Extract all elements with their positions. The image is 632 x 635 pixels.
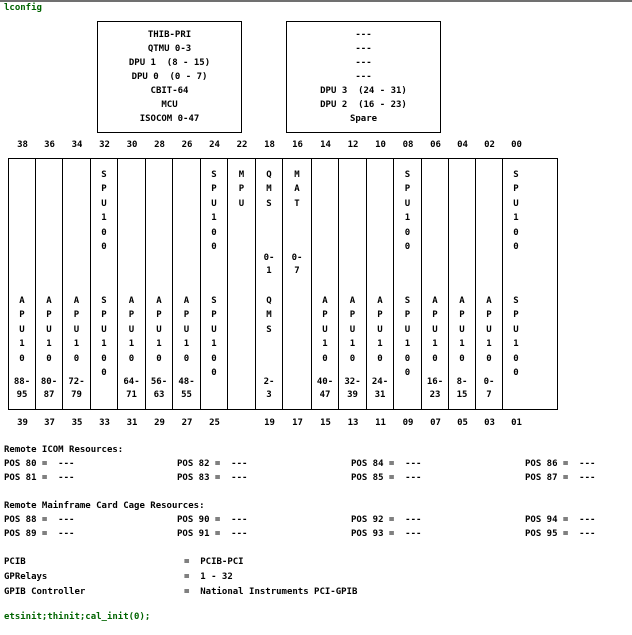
bottom-slot-label: 03: [484, 418, 495, 428]
card-slot-34[interactable]: [63, 159, 91, 409]
slot-lower-label: A P U 1 0: [19, 296, 25, 364]
remote-mainframe-entry: POS 92 = ---: [351, 515, 422, 525]
top-left-box-line: DPU 1 (8 - 15): [128, 58, 211, 68]
slot-upper-label: Q M S: [266, 170, 272, 209]
top-right-box-line: ---: [355, 72, 372, 82]
bottom-slot-label: 01: [511, 418, 522, 428]
bottom-slot-label: 29: [154, 418, 165, 428]
top-slot-label: 16: [292, 140, 303, 150]
slot-range: 0- 7: [483, 377, 495, 400]
slot-range: 72- 79: [68, 377, 85, 400]
card-slot-38[interactable]: [9, 159, 36, 409]
top-right-box-line: ---: [355, 44, 372, 54]
card-slot-18[interactable]: [256, 159, 283, 409]
top-slot-label: 36: [44, 140, 55, 150]
remote-mainframe-entry: POS 88 = ---: [4, 515, 75, 525]
config-value: = 1 - 32: [184, 572, 233, 582]
slot-lower-label: A P U 1 0: [486, 296, 492, 364]
top-left-box-line: MCU: [161, 100, 178, 110]
slot-lower-label: A P U 1 0: [459, 296, 465, 364]
top-right-box-line: DPU 3 (24 - 31): [320, 86, 407, 96]
window-top-border: [0, 0, 632, 2]
slot-lower-label: A P U 1 0: [432, 296, 438, 364]
slot-lower-label: A P U 1 0: [349, 296, 356, 364]
card-slot-28[interactable]: [146, 159, 173, 409]
slot-lower-label: Q M S: [266, 296, 272, 335]
slot-mid-range: 0- 1: [263, 253, 275, 276]
slot-upper-label: M P U: [238, 170, 245, 209]
card-slot-02[interactable]: [476, 159, 503, 409]
remote-icom-entry: POS 84 = ---: [351, 459, 422, 469]
remote-icom-entry: POS 82 = ---: [177, 459, 248, 469]
card-slot-30[interactable]: [118, 159, 146, 409]
slot-lower-label: A P U 1 0: [73, 296, 80, 364]
remote-icom-entry: POS 83 = ---: [177, 473, 248, 483]
slot-lower-label: A P U 1 0: [156, 296, 162, 364]
card-slot-36[interactable]: [36, 159, 63, 409]
slot-lower-label: S P U 1 0 0: [101, 296, 107, 379]
card-slot-06[interactable]: [422, 159, 449, 409]
slot-lower-label: A P U 1 0: [377, 296, 383, 364]
top-slot-label: 14: [320, 140, 331, 150]
card-cage-rack: [8, 158, 558, 410]
top-right-box-line: ---: [355, 30, 372, 40]
card-slot-08[interactable]: [394, 159, 422, 409]
bottom-slot-label: 39: [17, 418, 28, 428]
remote-icom-entry: POS 80 = ---: [4, 459, 75, 469]
top-slot-label: 06: [430, 140, 441, 150]
card-slot-26[interactable]: [173, 159, 201, 409]
config-key: GPRelays: [4, 572, 48, 582]
bottom-slot-label: 07: [430, 418, 441, 428]
bottom-slot-label: 15: [320, 418, 331, 428]
top-slot-label: 28: [154, 140, 165, 150]
slot-range: 56- 63: [150, 377, 168, 400]
slot-range: 48- 55: [178, 377, 195, 400]
card-slot-16[interactable]: [283, 159, 312, 409]
bottom-slot-label: 11: [375, 418, 386, 428]
bottom-slot-label: 27: [181, 418, 193, 428]
bottom-slot-label: 09: [402, 418, 414, 428]
top-slot-label: 00: [511, 140, 522, 150]
slot-lower-label: S P U 1 0 0: [404, 296, 411, 379]
bottom-slot-label: 13: [347, 418, 359, 428]
slot-lower-label: A P U 1 0: [183, 296, 190, 364]
top-slot-label: 22: [236, 140, 248, 150]
config-value: = National Instruments PCI-GPIB: [184, 587, 358, 597]
remote-mainframe-entry: POS 89 = ---: [4, 529, 75, 539]
card-slot-04[interactable]: [449, 159, 476, 409]
top-slot-label: 34: [71, 140, 83, 150]
card-slot-32[interactable]: [91, 159, 118, 409]
top-right-box-line: ---: [355, 58, 372, 68]
slot-range: 24- 31: [371, 377, 389, 400]
top-left-box-line: ISOCOM 0-47: [139, 114, 200, 124]
top-slot-label: 02: [484, 140, 495, 150]
slot-upper-label: S P U 1 0 0: [404, 170, 411, 253]
remote-icom-entry: POS 86 = ---: [525, 459, 596, 469]
bottom-slot-label: 05: [457, 418, 468, 428]
window-title: lconfig: [4, 3, 42, 13]
remote-mainframe-title: Remote Mainframe Card Cage Resources:: [4, 501, 205, 511]
slot-range: 16- 23: [426, 377, 444, 400]
top-left-board-box: [97, 21, 242, 133]
slot-range: 2- 3: [263, 377, 275, 400]
slot-upper-label: M A T: [294, 170, 300, 209]
card-slot-24[interactable]: [201, 159, 228, 409]
top-left-box-line: THIB-PRI: [147, 30, 192, 40]
slot-range: 8- 15: [456, 377, 468, 400]
slot-range: 80- 87: [40, 377, 58, 400]
remote-icom-entry: POS 81 = ---: [4, 473, 75, 483]
slot-lower-label: A P U 1 0: [46, 296, 52, 364]
top-right-board-box: [286, 21, 441, 133]
bottom-slot-label: 31: [126, 418, 138, 428]
slot-lower-label: A P U 1 0: [322, 296, 328, 364]
command-line[interactable]: etsinit;thinit;cal_init(0);: [4, 612, 151, 622]
bottom-slot-label: 37: [44, 418, 55, 428]
top-right-box-line: Spare: [349, 114, 378, 124]
remote-icom-entry: POS 87 = ---: [525, 473, 596, 483]
top-slot-label: 12: [347, 140, 359, 150]
card-slot-10[interactable]: [367, 159, 394, 409]
card-slot-00[interactable]: [503, 159, 529, 409]
remote-mainframe-entry: POS 93 = ---: [351, 529, 422, 539]
slot-upper-label: S P U 1 0 0: [101, 170, 107, 253]
bottom-slot-label: 17: [292, 418, 303, 428]
top-slot-label: 32: [99, 140, 110, 150]
top-slot-label: 24: [209, 140, 220, 150]
slot-lower-label: S P U 1 0 0: [211, 296, 217, 379]
slot-upper-label: S P U 1 0 0: [211, 170, 217, 253]
remote-mainframe-entry: POS 94 = ---: [525, 515, 596, 525]
slot-range: 64- 71: [123, 377, 140, 400]
top-left-box-line: DPU 0 (0 - 7): [131, 72, 208, 82]
bottom-slot-label: 33: [99, 418, 110, 428]
remote-icom-entry: POS 85 = ---: [351, 473, 422, 483]
top-left-box-line: QTMU 0-3: [147, 44, 192, 54]
top-slot-label: 30: [126, 140, 138, 150]
card-slot-22[interactable]: [228, 159, 256, 409]
slot-range: 88- 95: [13, 377, 31, 400]
top-slot-label: 10: [375, 140, 386, 150]
slot-lower-label: A P U 1 0: [128, 296, 135, 364]
bottom-slot-label: 19: [264, 418, 275, 428]
slot-upper-label: S P U 1 0 0: [513, 170, 519, 253]
remote-mainframe-entry: POS 91 = ---: [177, 529, 248, 539]
remote-mainframe-entry: POS 90 = ---: [177, 515, 248, 525]
top-right-box-line: DPU 2 (16 - 23): [320, 100, 407, 110]
remote-icom-title: Remote ICOM Resources:: [4, 445, 124, 455]
slot-lower-label: S P U 1 0 0: [513, 296, 519, 379]
top-slot-label: 18: [264, 140, 275, 150]
card-slot-14[interactable]: [312, 159, 339, 409]
bottom-slot-label: 35: [71, 418, 83, 428]
top-slot-label: 08: [402, 140, 414, 150]
slot-range: 32- 39: [344, 377, 361, 400]
bottom-slot-label: 25: [209, 418, 220, 428]
slot-mid-range: 0- 7: [291, 253, 303, 276]
remote-mainframe-entry: POS 95 = ---: [525, 529, 596, 539]
config-value: = PCIB-PCI: [184, 557, 244, 567]
top-slot-label: 26: [181, 140, 193, 150]
slot-range: 40- 47: [316, 377, 334, 400]
top-left-box-line: CBIT-64: [150, 86, 189, 96]
top-slot-label: 04: [457, 140, 468, 150]
config-key: PCIB: [4, 557, 26, 567]
config-key: GPIB Controller: [4, 587, 86, 597]
card-slot-12[interactable]: [339, 159, 367, 409]
top-slot-label: 38: [17, 140, 28, 150]
